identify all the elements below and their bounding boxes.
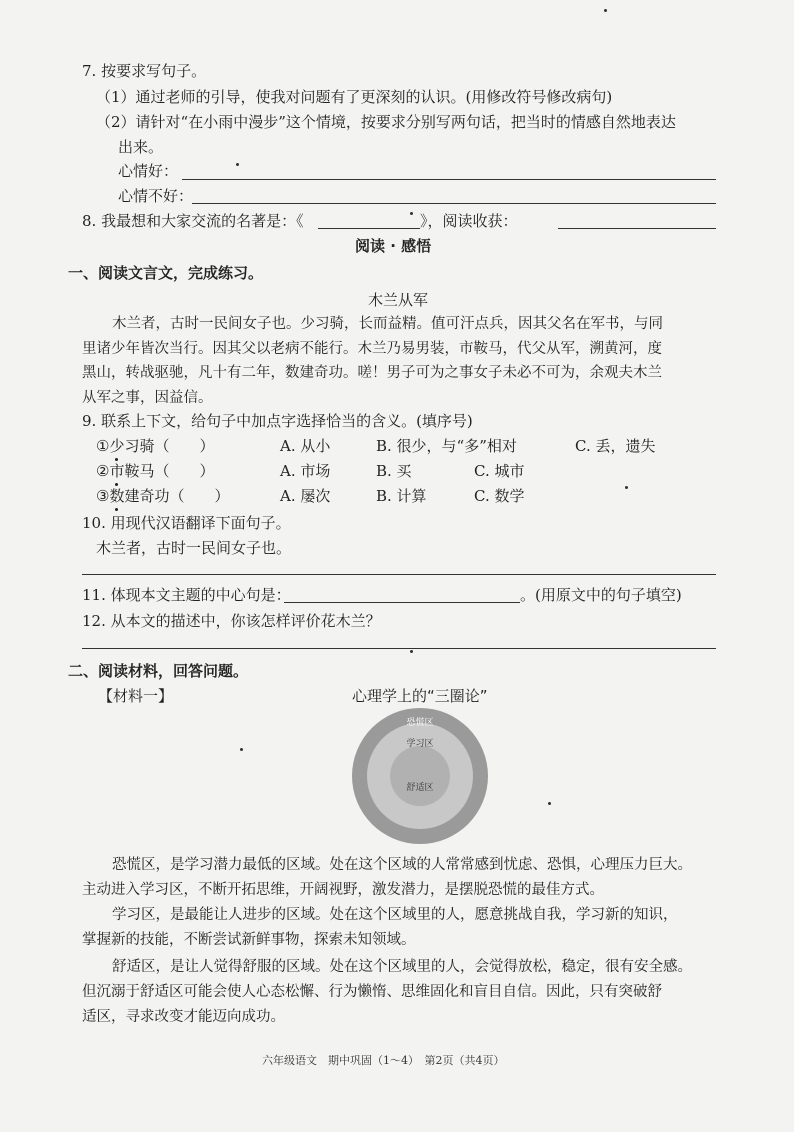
q9-item-1: ①少习骑（ ） <box>96 437 215 455</box>
scan-speck <box>604 9 607 12</box>
paragraph-line: 学习区，是最能让人进步的区域。处在这个区域里的人，愿意挑战自我，学习新的知识， <box>112 907 678 923</box>
passage-line: 黑山，转战驱驰，凡十有二年，数建奇功。嗟！男子可为之事女子未必不可为，余观夫木兰 <box>82 365 662 381</box>
q9-option-c: C. 丢，遗失 <box>575 437 656 455</box>
mood-good-answer-line[interactable] <box>182 179 716 180</box>
passage-line: 木兰者，古时一民间女子也。少习骑，长而益精。值可汗点兵，因其父名在军书，与同 <box>112 316 663 332</box>
mood-bad-answer-line[interactable] <box>192 203 716 204</box>
page-footer: 六年级语文 期中巩固（1～4） 第2页（共4页） <box>262 1054 505 1067</box>
scan-speck <box>625 486 628 489</box>
scan-speck <box>410 212 413 215</box>
q12-answer-line[interactable] <box>82 648 716 649</box>
comfort-zone-circle <box>390 746 450 806</box>
q12-title: 12. 从本文的描述中，你该怎样评价花木兰？ <box>82 612 381 630</box>
scan-speck <box>410 650 413 653</box>
q9-option-b: B. 很少，与“多”相对 <box>376 437 517 455</box>
scan-speck <box>240 748 243 751</box>
panic-zone-paragraph <box>82 853 722 903</box>
dotted-char: 少 <box>109 437 125 455</box>
q9-item-2: ②市鞍马（ ） <box>96 462 215 480</box>
q7-part1: （1）通过老师的引导，使我对问题有了更深刻的认识。(用修改符号修改病句) <box>96 88 613 106</box>
q10-answer-line[interactable] <box>82 574 716 575</box>
part1-header: 一、阅读文言文，完成练习。 <box>68 264 264 282</box>
passage-line: 里诸少年皆次当行。因其父以老病不能行。木兰乃易男装，市鞍马，代父从军，溯黄河，度 <box>82 340 662 357</box>
q8-gain-answer-line[interactable] <box>558 228 716 229</box>
paragraph-line: 掌握新的技能，不断尝试新鲜事物，探索未知领域。 <box>82 932 416 948</box>
scan-speck <box>236 163 239 166</box>
q9-option-b: B. 计算 <box>376 487 427 505</box>
section-reading-title: 阅读 · 感悟 <box>355 237 432 255</box>
material-title: 心理学上的“三圈论” <box>352 687 488 705</box>
q8-book-answer-line[interactable] <box>318 228 420 229</box>
q7-part2-line1: （2）请针对“在小雨中漫步”这个情境，按要求分别写两句话，把当时的情感自然地表达 <box>96 113 676 131</box>
three-circles-diagram <box>352 708 488 844</box>
scan-speck <box>548 802 551 805</box>
q10-sentence: 木兰者，古时一民间女子也。 <box>96 539 292 557</box>
paragraph-line: 适区，寻求改变才能迈向成功。 <box>82 1009 285 1025</box>
paragraph-line: 但沉溺于舒适区可能会使人心态松懈、行为懒惰、思维固化和盲目自信。因此，只有突破舒 <box>82 984 662 1000</box>
q7-title: 7. 按要求写句子。 <box>82 62 207 80</box>
panic-zone-label: 恐慌区 <box>406 718 434 728</box>
q7-part2-line2: 出来。 <box>118 138 164 156</box>
part2-header: 二、阅读材料，回答问题。 <box>68 662 249 680</box>
q8-mid: 》，阅读收获： <box>420 212 518 230</box>
paragraph-line: 舒适区，是让人觉得舒服的区域。处在这个区域里的人，会觉得放松，稳定，很有安全感。 <box>112 959 692 975</box>
q9-option-b: B. 买 <box>376 462 412 480</box>
paragraph-line: 恐慌区，是学习潜力最低的区域。处在这个区域的人常常感到忧虑、恐惧，心理压力巨大。 <box>112 857 692 873</box>
passage-line: 从军之事，因益信。 <box>82 389 213 406</box>
learning-zone-paragraph <box>82 903 722 953</box>
q9-item-3: ③数建奇功（ ） <box>96 487 230 505</box>
dotted-char: 数 <box>109 487 125 505</box>
comfort-zone-label: 舒适区 <box>406 783 434 793</box>
q9-option-a: A. 屡次 <box>280 487 331 505</box>
q9-option-a: A. 市场 <box>280 462 331 480</box>
passage-title: 木兰从军 <box>368 291 429 309</box>
classical-passage <box>82 312 722 410</box>
mood-good-label: 心情好： <box>118 162 179 180</box>
learning-zone-label: 学习区 <box>406 739 434 749</box>
q9-option-c: C. 数学 <box>474 487 525 505</box>
q11-suffix: 。(用原文中的句子填空) <box>520 586 682 604</box>
q11-prefix: 11. 体现本文主题的中心句是： <box>82 586 291 604</box>
q9-title: 9. 联系上下文，给句子中加点字选择恰当的含义。(填序号) <box>82 412 473 430</box>
dotted-char: 市 <box>109 462 125 480</box>
mood-bad-label: 心情不好： <box>118 187 194 205</box>
q8-prefix: 8. 我最想和大家交流的名著是：《 <box>82 212 304 230</box>
q9-option-c: C. 城市 <box>474 462 525 480</box>
q9-option-a: A. 从小 <box>280 437 331 455</box>
material-one-label: 【材料一】 <box>98 687 174 705</box>
comfort-zone-paragraph <box>82 955 722 1030</box>
q10-title: 10. 用现代汉语翻译下面句子。 <box>82 514 291 532</box>
q11-answer-line[interactable] <box>284 602 520 603</box>
paragraph-line: 主动进入学习区，不断开拓思维，开阔视野，激发潜力，是摆脱恐慌的最佳方式。 <box>82 882 604 898</box>
